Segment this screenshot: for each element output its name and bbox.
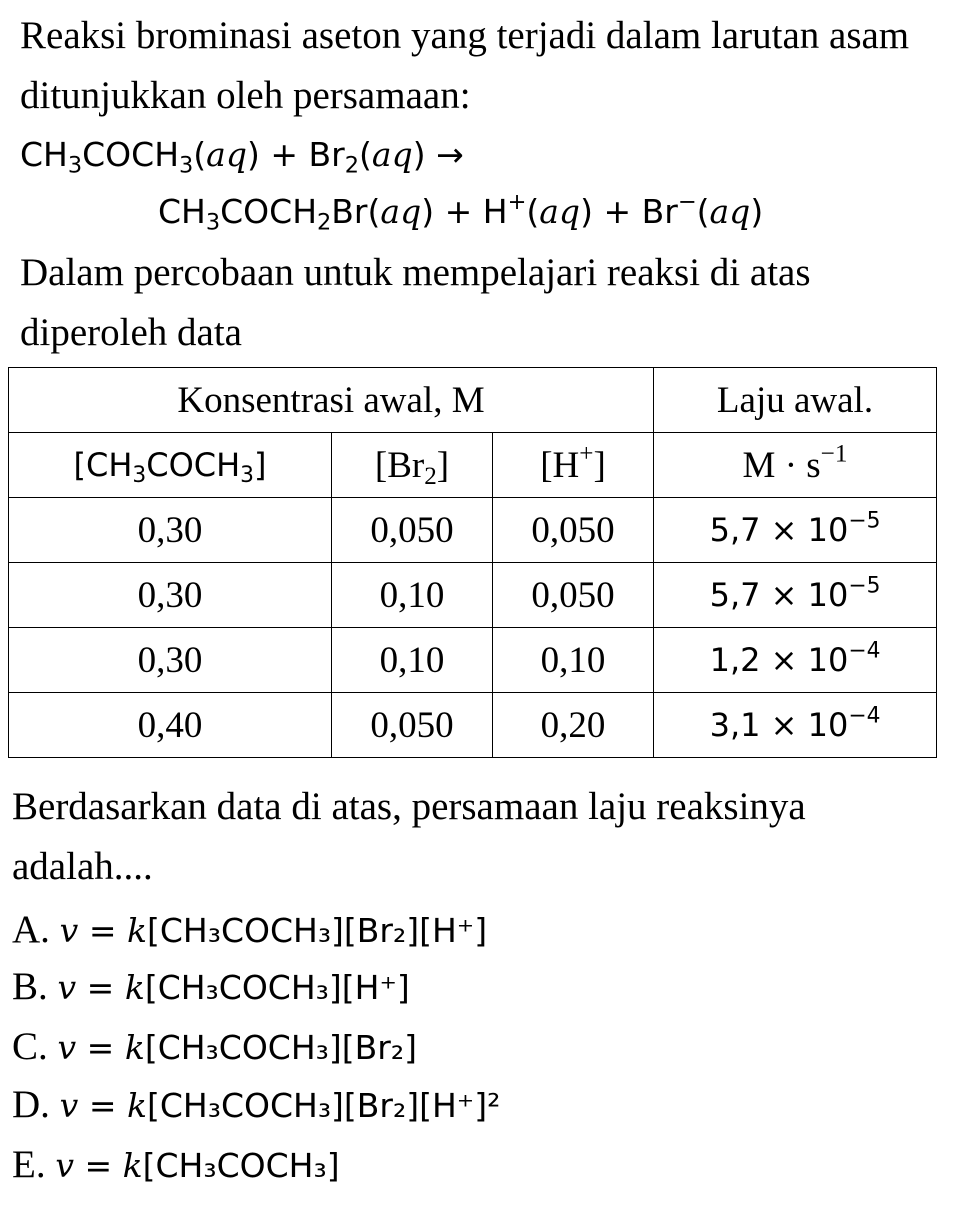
acetone-cell: 0,30 xyxy=(9,628,332,693)
option-letter: A. xyxy=(12,908,50,951)
reactant-acetone: $CH_3COCH_3(aq)$ xyxy=(20,135,260,179)
rate-cell: $5,7 \times 10^{-5}$ xyxy=(654,498,937,563)
table-row xyxy=(9,498,937,563)
plus-sign: + xyxy=(603,192,632,231)
rate-law-expression: v = k[CH₃COCH₃] xyxy=(55,1146,340,1185)
product-bromide-ion: Br−(aq) xyxy=(641,189,764,231)
table-row xyxy=(9,628,937,693)
hydrogen-column-header: [H+] xyxy=(493,433,654,498)
option-b[interactable] xyxy=(12,962,410,1013)
rate-law-expression: v = k[CH₃COCH₃][Br₂][H⁺] xyxy=(59,911,488,950)
rate-unit-header: $M \cdot s^{-1}$ xyxy=(654,433,937,498)
option-letter: B. xyxy=(12,965,48,1008)
intro-paragraph: Reaksi brominasi aseton yang terjadi dalam larutan asam ditunjukkan oleh persamaan: xyxy=(20,14,910,117)
rate-cell: $1,2 \times 10^{-4}$ xyxy=(654,628,937,693)
option-letter: E. xyxy=(12,1143,46,1186)
experiment-paragraph: Dalam percobaan untuk mempelajari reaksi di atas diperoleh data xyxy=(20,251,811,354)
equation-line-reactants xyxy=(20,133,464,177)
bromine-column-header: $[Br_2]$ xyxy=(332,433,493,498)
bromine-cell: 0,050 xyxy=(332,693,493,758)
bromine-cell: 0,10 xyxy=(332,563,493,628)
option-c[interactable] xyxy=(12,1022,417,1073)
bromine-cell: 0,10 xyxy=(332,628,493,693)
option-e[interactable] xyxy=(12,1140,340,1191)
question-text: Berdasarkan data di atas, persamaan laju reaksinya adalah.... xyxy=(12,785,806,888)
hydrogen-cell: 0,20 xyxy=(493,693,654,758)
acetone-cell: 0,30 xyxy=(9,498,332,563)
option-d[interactable] xyxy=(12,1080,500,1131)
equation-line-products xyxy=(158,190,763,234)
rate-law-expression: v = k[CH₃COCH₃][Br₂] xyxy=(57,1028,417,1067)
hydrogen-cell: 0,10 xyxy=(493,628,654,693)
rate-header: Laju awal. xyxy=(654,368,937,433)
product-hydrogen-ion: H+(aq) xyxy=(482,189,593,231)
data-table xyxy=(8,367,937,758)
option-letter: D. xyxy=(12,1083,50,1126)
rate-law-expression: v = k[CH₃COCH₃][Br₂][H⁺]² xyxy=(59,1086,501,1125)
table-header-row-2 xyxy=(9,433,937,498)
concentration-group-header: Konsentrasi awal, M xyxy=(9,368,654,433)
bromine-cell: 0,050 xyxy=(332,498,493,563)
rate-cell: $5,7 \times 10^{-5}$ xyxy=(654,563,937,628)
acetone-column-header: $[CH_3COCH_3]$ xyxy=(9,433,332,498)
acetone-cell: 0,40 xyxy=(9,693,332,758)
option-letter: C. xyxy=(12,1025,48,1068)
reactant-bromine: $Br_2(aq)$ xyxy=(308,135,426,179)
option-a[interactable] xyxy=(12,905,487,956)
product-bromoacetone: $CH_3COCH_2Br(aq)$ xyxy=(158,192,435,236)
hydrogen-cell: 0,050 xyxy=(493,563,654,628)
plus-sign: + xyxy=(444,192,473,231)
rate-cell: $3,1 \times 10^{-4}$ xyxy=(654,693,937,758)
plus-sign: + xyxy=(270,135,299,174)
table-row xyxy=(9,563,937,628)
acetone-cell: 0,30 xyxy=(9,563,332,628)
rate-law-expression: v = k[CH₃COCH₃][H⁺] xyxy=(57,968,410,1007)
table-header-row-1 xyxy=(9,368,937,433)
table-row xyxy=(9,693,937,758)
hydrogen-cell: 0,050 xyxy=(493,498,654,563)
reaction-arrow: → xyxy=(436,135,464,174)
